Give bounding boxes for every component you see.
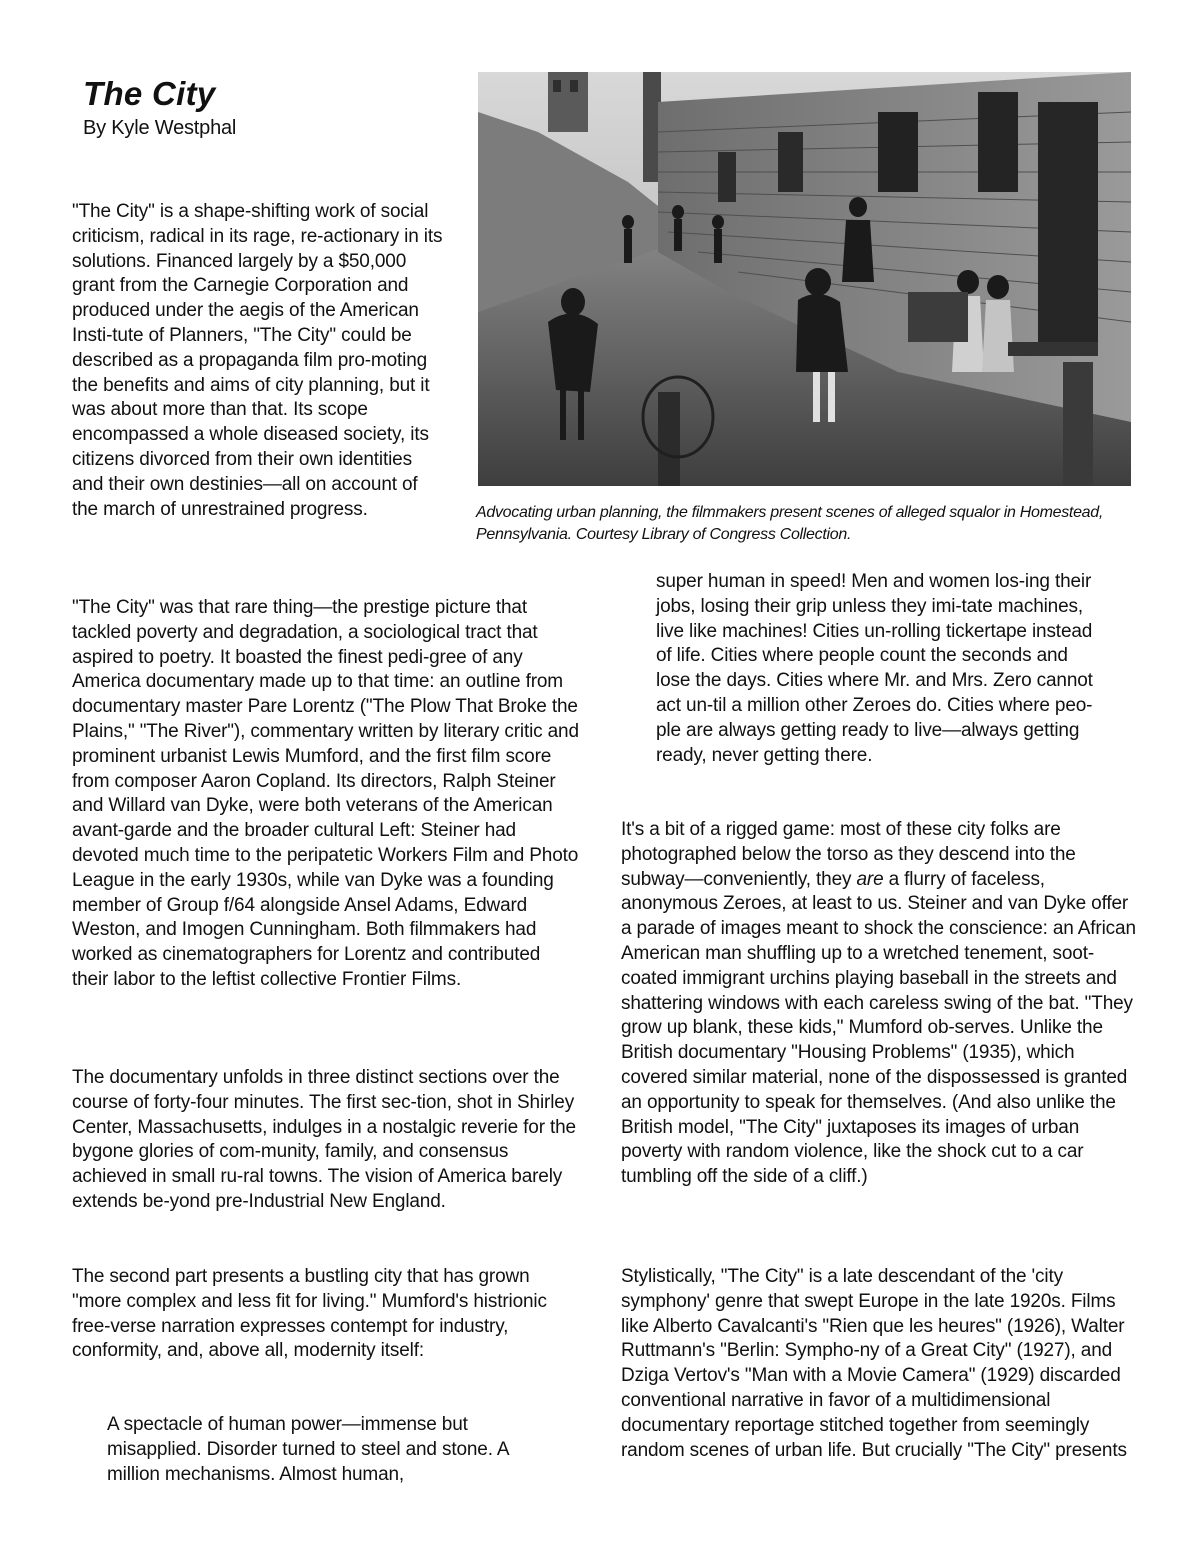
- article-byline: By Kyle Westphal: [83, 117, 237, 139]
- body-paragraph-3: The documentary unfolds in three distinct sections over the course of forty-four minutes. The first sec-tion, shot in Shirley Center, Massachusetts, indulges in a nostalgic reverie for the bygone glories of com-munity, family, and consensus achieved in small ru-ral towns. The vision of America barely extends be-yond pre-Industrial New England.: [72, 1067, 576, 1212]
- block-quote-part-2: super human in speed! Men and women los-ing their jobs, losing their grip unless they imi-tate machines, live like machines! Cities un-rolling tickertape instead of life. Cities where people count the seconds and lose the days. Cities where Mr. and Mrs. Zero cannot act un-til a million other Zeroes do. Cities where peo-ple are always getting ready to live—always getting ready, never getting there.: [656, 571, 1093, 766]
- body-paragraph-5-emphasis: are: [856, 868, 884, 890]
- photo-caption: Advocating urban planning, the filmmakers present scenes of alleged squalor in Homestead, Pennsylvania. Courtesy Library of Congress Collection.: [476, 504, 1104, 543]
- article-title: The City: [83, 75, 216, 112]
- body-paragraph-5-text-b: a flurry of faceless, anonymous Zeroes, at least to us. Steiner and van Dyke offer a parade of images meant to shock the conscience: an African American man shuffling up to a wretched tenement, soot-coated immigrant urchins playing baseball in the streets and shattering windows with each careless swing of the bat. "They grow up blank, these kids," Mumford ob-serves. Unlike the British documentary "Housing Problems" (1935), which covered similar material, none of the dispossessed is granted an opportunity to speak for themselves. (And also unlike the British model, "The City" juxtaposes its images of urban poverty with random violence, like the shock cut to a car tumbling off the side of a cliff.): [621, 868, 1136, 1188]
- body-paragraph-2: "The City" was that rare thing—the prestige picture that tackled poverty and degradation, a sociological tract that aspired to poetry. It boasted the finest pedi-gree of any America documentary made up to that time: an outline from documentary master Pare Lorentz ("The Plow That Broke the Plains," "The River"), commentary written by literary critic and prominent urbanist Lewis Mumford, and the first film score from composer Aaron Copland. Its directors, Ralph Steiner and Willard van Dyke, were both veterans of the American avant-garde and the broader cultural Left: Steiner had devoted much time to the peripatetic Workers Film and Photo League in the early 1930s, while van Dyke was a founding member of Group f/64 alongside Ansel Adams, Edward Weston, and Imogen Cunningham. Both filmmakers had worked as cinematographers for Lorentz and contributed their labor to the leftist collective Frontier Films.: [72, 597, 579, 990]
- body-paragraph-5: [621, 818, 1136, 1190]
- body-paragraph-1: "The City" is a shape-shifting work of social criticism, radical in its rage, re-actionary in its solutions. Financed largely by a $50,000 grant from the Carnegie Corporation and produced under the aegis of the American Insti-tute of Planners, "The City" could be described as a propaganda film pro-moting the benefits and aims of city planning, but it was about more than that. Its scope encompassed a whole diseased society, its citizens divorced from their own identities and their own destinies—all on account of the march of unrestrained progress.: [72, 201, 443, 520]
- street-scene-illustration: [478, 72, 1131, 486]
- body-paragraph-6: Stylistically, "The City" is a late descendant of the 'city symphony' genre that swept Europe in the late 1920s. Films like Alberto Cavalcanti's "Rien que les heures" (1926), Walter Ruttmann's "Berlin: Sympho-ny of a Great City" (1927), and Dziga Vertov's "Man with a Movie Camera" (1929) discarded conventional narrative in favor of a multidimensional documentary reportage stitched together from seemingly random scenes of urban life. But crucially "The City" presents: [621, 1266, 1127, 1461]
- block-quote-part-1: A spectacle of human power—immense but misapplied. Disorder turned to steel and stone. A million mechanisms. Almost human,: [107, 1414, 509, 1485]
- body-paragraph-4: The second part presents a bustling city that has grown "more complex and less fit for living." Mumford's histrionic free-verse narration expresses contempt for industry, conformity, and, above all, modernity itself:: [72, 1266, 547, 1362]
- article-photo: [478, 72, 1131, 486]
- body-paragraph-5-text-a: It's a bit of a rigged game: most of these city folks are photographed below the torso as they descend into the subway—conveniently, they: [621, 819, 1076, 890]
